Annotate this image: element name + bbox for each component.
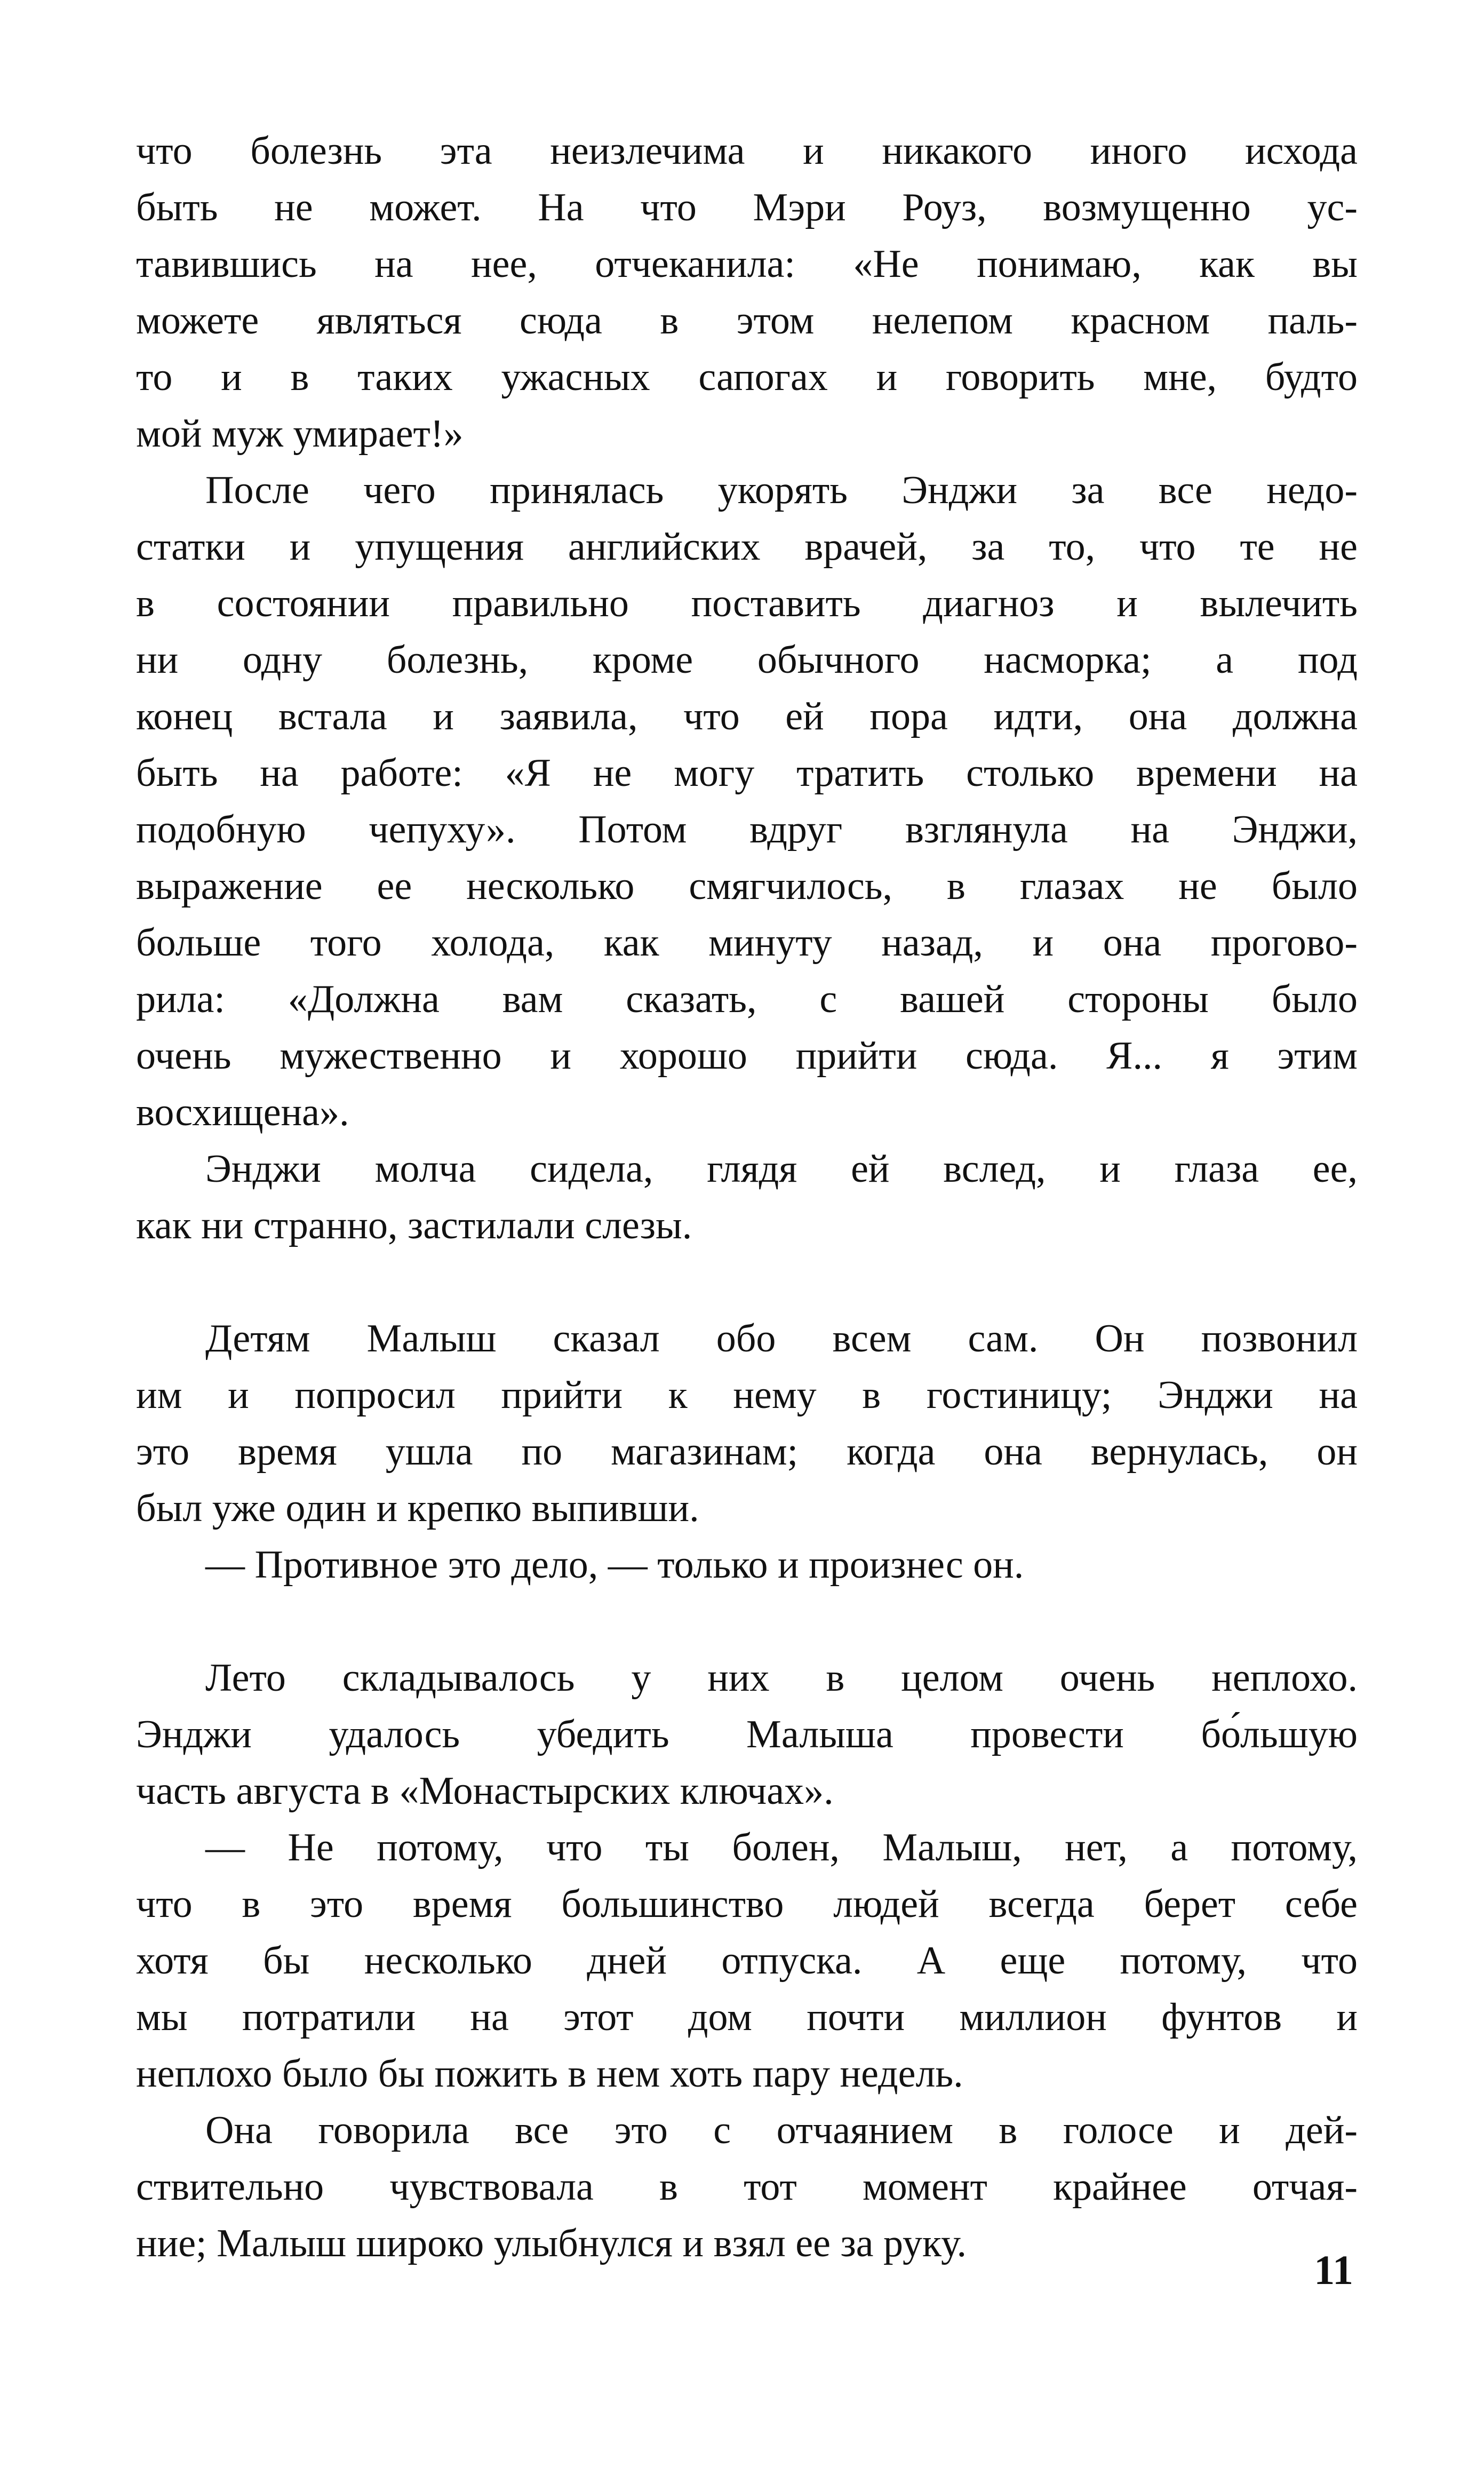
text-line: можете являться сюда в этом нелепом красном паль- (136, 299, 1358, 343)
paragraph-p4 (136, 1310, 1358, 1537)
text-line: Она говорила все это с отчаянием в голосе и дей- (205, 2108, 1358, 2152)
text-line: рила: «Должна вам сказать, с вашей стороны было (136, 977, 1358, 1021)
text-line: тавившись на нее, отчеканила: «Не понимаю, как вы (136, 242, 1358, 286)
text-line: как ни странно, застилали слезы. (136, 1204, 692, 1247)
text-line: Энджи удалось убедить Малыша провести бо́льшую (136, 1713, 1358, 1756)
text-line: конец встала и заявила, что ей пора идти, она должна (136, 695, 1358, 738)
text-line: что в это время большинство людей всегда берет себе (136, 1882, 1358, 1926)
text-line: быть не может. На что Мэри Роуз, возмущенно ус- (136, 186, 1358, 229)
text-line: ни одну болезнь, кроме обычного насморка; а под (136, 638, 1358, 682)
text-line: — Не потому, что ты болен, Малыш, нет, а потому, (205, 1826, 1358, 1869)
text-line: подобную чепуху». Потом вдруг взглянула на Энджи, (136, 808, 1358, 851)
text-line: — Противное это дело, — только и произнес он. (205, 1543, 1024, 1587)
paragraph-p6 (136, 1650, 1358, 1819)
text-line: это время ушла по магазинам; когда она вернулась, он (136, 1430, 1358, 1474)
text-line: быть на работе: «Я не могу тратить столько времени на (136, 751, 1358, 795)
text-line: Энджи молча сидела, глядя ей вслед, и глаза ее, (205, 1147, 1358, 1191)
text-line: хотя бы несколько дней отпуска. А еще потому, что (136, 1939, 1358, 1983)
text-line: восхищена». (136, 1091, 349, 1134)
text-line: часть августа в «Монастырских ключах». (136, 1769, 834, 1813)
paragraph-p7 (136, 1819, 1358, 2102)
section-break (136, 1254, 1358, 1310)
text-line: ние; Малыш широко улыбнулся и взял ее за руку. (136, 2222, 967, 2265)
text-line: выражение ее несколько смягчилось, в глазах не было (136, 864, 1358, 908)
text-line: им и попросил прийти к нему в гостиницу; Энджи на (136, 1373, 1358, 1417)
paragraph-p3 (136, 1141, 1358, 1254)
text-line: мы потратили на этот дом почти миллион фунтов и (136, 1995, 1358, 2039)
paragraph-p1 (136, 123, 1358, 462)
text-line: мой муж умирает!» (136, 412, 464, 456)
section-break (136, 1593, 1358, 1650)
paragraph-p8 (136, 2102, 1358, 2272)
paragraph-p2 (136, 462, 1358, 1141)
text-line: в состоянии правильно поставить диагноз и вылечить (136, 582, 1358, 625)
text-line: неплохо было бы пожить в нем хоть пару недель. (136, 2052, 963, 2096)
text-line: После чего принялась укорять Энджи за все недо- (205, 468, 1358, 512)
text-line: очень мужественно и хорошо прийти сюда. Я... я этим (136, 1034, 1358, 1078)
page-body (136, 123, 1358, 2272)
page-number: 11 (1314, 2247, 1353, 2293)
text-line: больше того холода, как минуту назад, и она прогово- (136, 921, 1358, 965)
text-line: ствительно чувствовала в тот момент крайнее отчая- (136, 2165, 1358, 2209)
text-line: то и в таких ужасных сапогах и говорить мне, будто (136, 355, 1358, 399)
text-line: статки и упущения английских врачей, за то, что те не (136, 525, 1358, 569)
paragraph-p5 (136, 1537, 1358, 1593)
text-line: Детям Малыш сказал обо всем сам. Он позвонил (205, 1317, 1358, 1360)
text-line: был уже один и крепко выпивши. (136, 1486, 699, 1530)
text-line: Лето складывалось у них в целом очень неплохо. (205, 1656, 1358, 1700)
text-line: что болезнь эта неизлечима и никакого иного исхода (136, 129, 1358, 173)
